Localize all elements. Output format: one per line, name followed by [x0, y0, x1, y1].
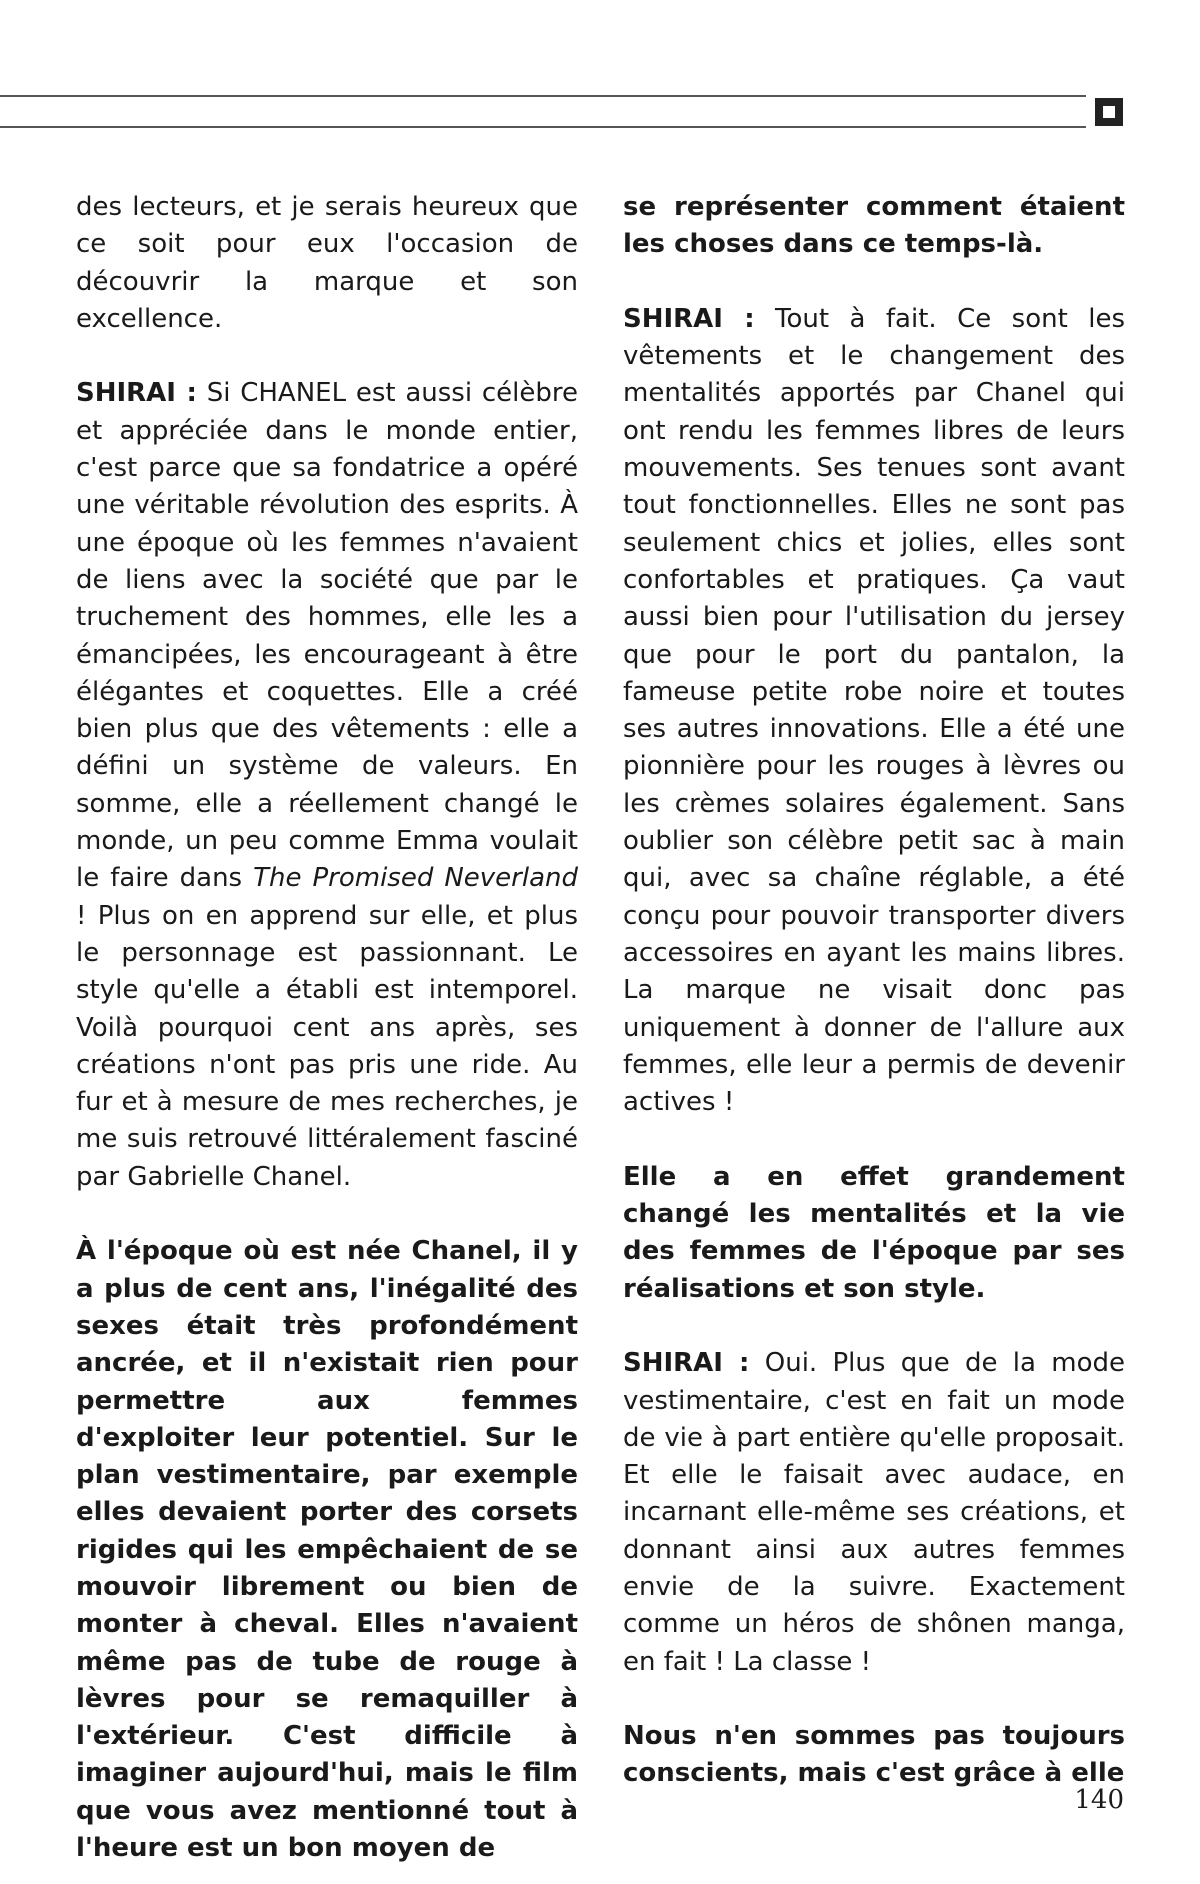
header-rule-top: [0, 95, 1086, 97]
answer-text: Oui. Plus que de la mode vestimentaire, c'est en fait un mode de vie à part entière qu'elle proposait. Et elle le faisait avec audace, en incarnant elle-même ses créations, et donnant ainsi aux autres femmes envie de la suivre. Exactement comme un héros de shônen manga, en fait ! La classe !: [623, 1348, 1125, 1677]
answer-text: Si CHANEL est aussi célèbre et appréciée dans le monde entier, c'est parce que sa fondatrice a opéré une véritable révolution des esprits. À une époque où les femmes n'avaient de liens avec la société que par le truchement des hommes, elle les a émancipées, les encourageant à être élégantes et coquettes. Elle a créé bien plus que des vêtements : elle a défini un système de valeurs. En somme, elle a réellement changé le monde, un peu comme Emma voulait le faire dans: [76, 378, 578, 894]
interview-question: À l'époque où est née Chanel, il y a plus de cent ans, l'inégalité des sexes était très profondément ancrée, et il n'existait rien pour permettre aux femmes d'exploiter leur potentiel. Sur le plan vestimentaire, par exemple elles devaient porter des corsets rigides qui les empêchaient de se mouvoir librement ou bien de monter à cheval. Elles n'avaient même pas de tube de rouge à lèvres pour se remaquiller à l'extérieur. C'est difficile à imaginer aujourd'hui, mais le film que vous avez mentionné tout à l'heure est un bon moyen de: [76, 1236, 578, 1864]
speaker-label: SHIRAI :: [623, 303, 755, 334]
work-title: The Promised Neverland: [253, 863, 578, 894]
square-marker-icon: [1095, 98, 1123, 126]
speaker-label: SHIRAI :: [76, 378, 197, 409]
answer-text: ! Plus on en apprend sur elle, et plus le personnage est passionnant. Le style qu'elle a établi est intemporel. Voilà pourquoi cent ans après, ses créations n'ont pas pris une ride. Au fur et à mesure de mes recherches, je me suis retrouvé littéralement fasciné par Gabrielle Chanel.: [76, 900, 578, 1192]
interview-answer: [623, 1345, 1125, 1681]
interview-question: se représenter comment étaient les choses dans ce temps-là.: [623, 192, 1125, 260]
right-column: [623, 189, 1125, 1793]
speaker-label: SHIRAI :: [623, 1348, 750, 1379]
page-number: 140: [1074, 1785, 1124, 1815]
answer-text: Tout à fait. Ce sont les vêtements et le changement des mentalités apportés par Chanel qui ont rendu les femmes libres de leurs mouvements. Ses tenues sont avant tout fonctionnelles. Elles ne sont pas seulement chics et jolies, elles sont confortables et pratiques. Ça vaut aussi bien pour l'utilisation du jersey que pour le port du pantalon, la fameuse petite robe noire et toutes ses autres innovations. Elle a été une pionnière pour les rouges à lèvres ou les crèmes solaires également. Sans oublier son célèbre petit sac à main qui, avec sa chaîne réglable, a été conçu pour pouvoir transporter divers accessoires en ayant les mains libres. La marque ne visait donc pas uniquement à donner de l'allure aux femmes, elle leur a permis de devenir actives !: [623, 303, 1126, 1118]
left-column: [76, 189, 578, 1867]
interview-question: Nous n'en sommes pas toujours conscients, mais c'est grâce à elle: [623, 1721, 1125, 1789]
interview-answer: [76, 375, 578, 1196]
paragraph: des lecteurs, et je serais heureux que ce soit pour eux l'occasion de découvrir la marque et son excellence.: [76, 192, 578, 334]
interview-question: Elle a en effet grandement changé les mentalités et la vie des femmes de l'époque par ses réalisations et son style.: [623, 1161, 1125, 1304]
interview-answer: [623, 301, 1125, 1122]
header-rule-bottom: [0, 126, 1086, 128]
